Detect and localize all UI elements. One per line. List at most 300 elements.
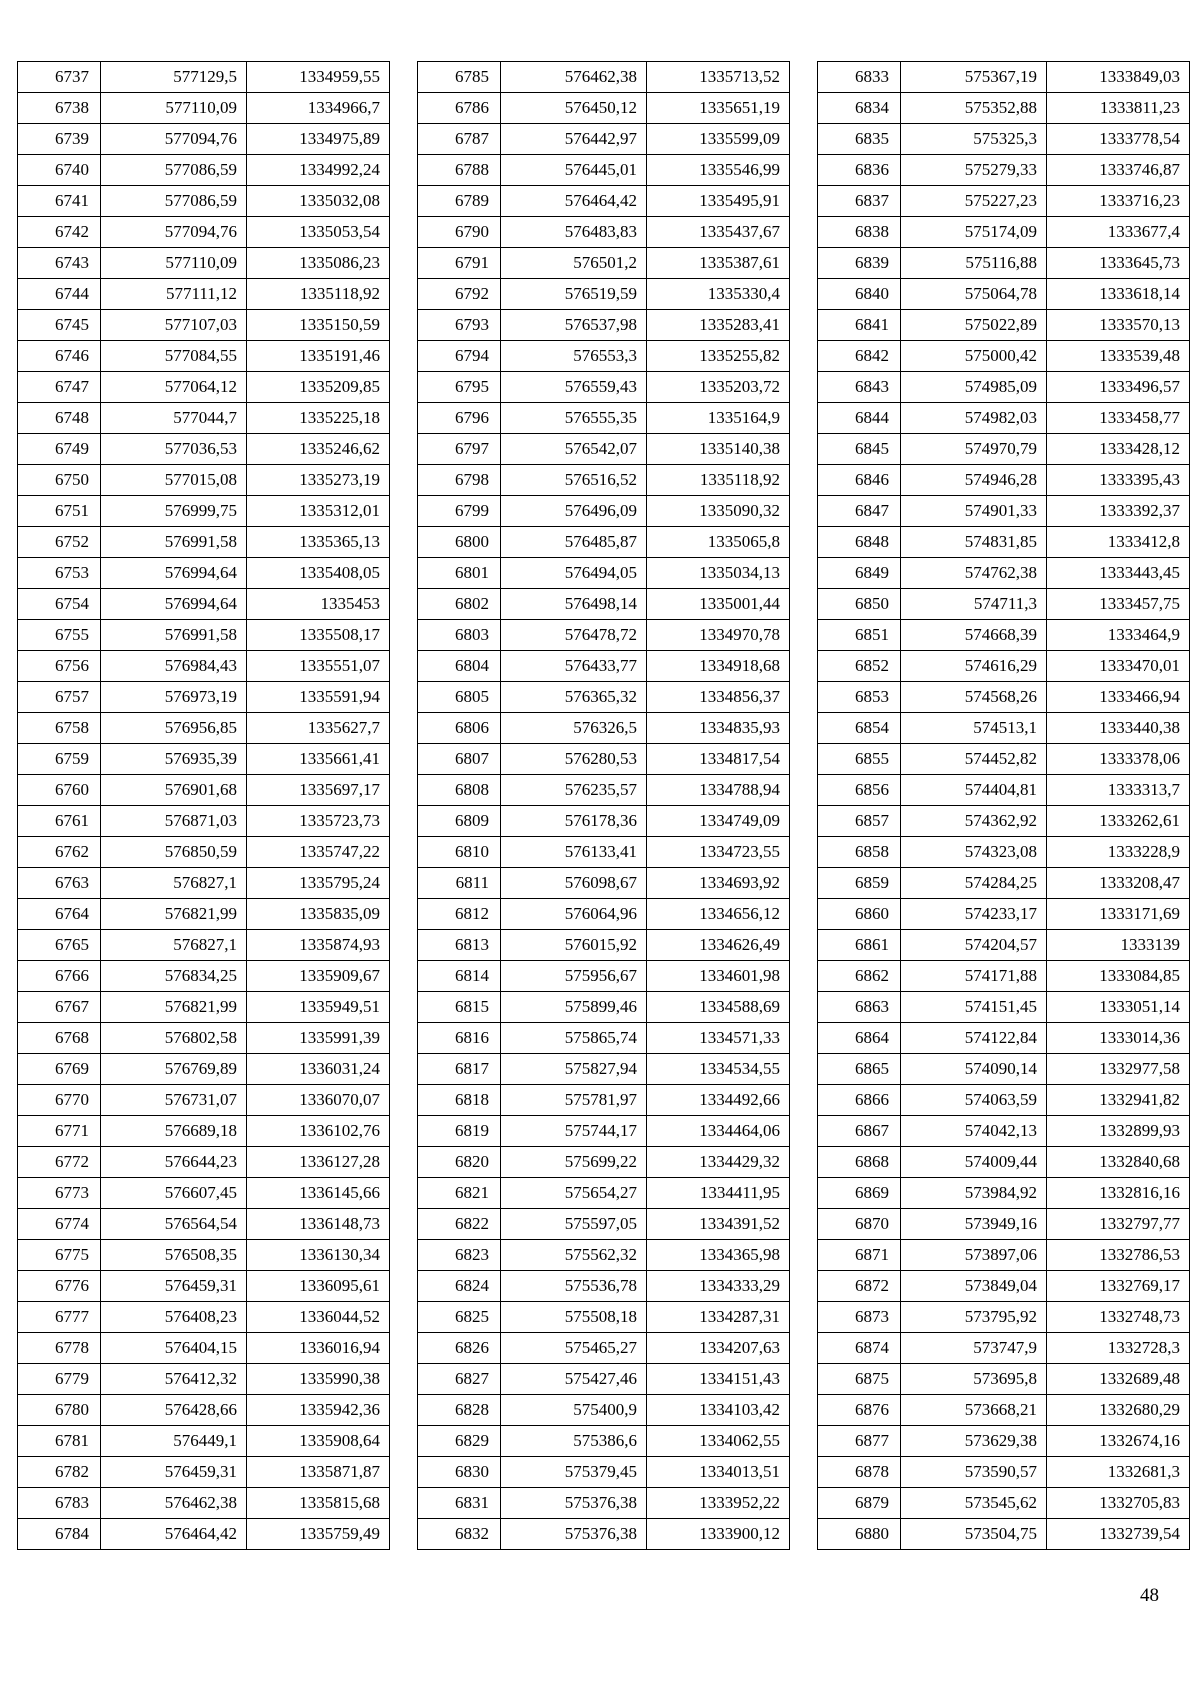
point-number-cell: 6742 bbox=[18, 217, 101, 248]
point-number-cell: 6864 bbox=[818, 1023, 901, 1054]
x-coordinate-cell: 575400,9 bbox=[501, 1395, 647, 1426]
table-row bbox=[418, 620, 790, 651]
x-coordinate-cell: 574090,14 bbox=[901, 1054, 1047, 1085]
y-coordinate-cell: 1335591,94 bbox=[247, 682, 390, 713]
y-coordinate-cell: 1333849,03 bbox=[1047, 62, 1190, 93]
table-row bbox=[818, 682, 1190, 713]
point-number-cell: 6810 bbox=[418, 837, 501, 868]
point-number-cell: 6835 bbox=[818, 124, 901, 155]
point-number-cell: 6770 bbox=[18, 1085, 101, 1116]
point-number-cell: 6842 bbox=[818, 341, 901, 372]
y-coordinate-cell: 1334571,33 bbox=[647, 1023, 790, 1054]
x-coordinate-cell: 574284,25 bbox=[901, 868, 1047, 899]
table-row bbox=[818, 589, 1190, 620]
point-number-cell: 6855 bbox=[818, 744, 901, 775]
table-row bbox=[18, 248, 390, 279]
point-number-cell: 6832 bbox=[418, 1519, 501, 1550]
point-number-cell: 6792 bbox=[418, 279, 501, 310]
x-coordinate-cell: 574616,29 bbox=[901, 651, 1047, 682]
x-coordinate-cell: 576478,72 bbox=[501, 620, 647, 651]
table-row bbox=[18, 1116, 390, 1147]
x-coordinate-cell: 574362,92 bbox=[901, 806, 1047, 837]
table-row bbox=[18, 775, 390, 806]
table-row bbox=[418, 868, 790, 899]
y-coordinate-cell: 1335273,19 bbox=[247, 465, 390, 496]
y-coordinate-cell: 1335034,13 bbox=[647, 558, 790, 589]
table-row bbox=[418, 682, 790, 713]
y-coordinate-cell: 1335001,44 bbox=[647, 589, 790, 620]
x-coordinate-cell: 576404,15 bbox=[101, 1333, 247, 1364]
y-coordinate-cell: 1335312,01 bbox=[247, 496, 390, 527]
x-coordinate-cell: 576935,39 bbox=[101, 744, 247, 775]
point-number-cell: 6872 bbox=[818, 1271, 901, 1302]
table-row bbox=[818, 1302, 1190, 1333]
x-coordinate-cell: 575279,33 bbox=[901, 155, 1047, 186]
y-coordinate-cell: 1334151,43 bbox=[647, 1364, 790, 1395]
table-row bbox=[818, 1240, 1190, 1271]
x-coordinate-cell: 576994,64 bbox=[101, 589, 247, 620]
point-number-cell: 6766 bbox=[18, 961, 101, 992]
point-number-cell: 6788 bbox=[418, 155, 501, 186]
table-row bbox=[418, 589, 790, 620]
table-row bbox=[418, 1054, 790, 1085]
x-coordinate-cell: 576834,25 bbox=[101, 961, 247, 992]
y-coordinate-cell: 1332681,3 bbox=[1047, 1457, 1190, 1488]
y-coordinate-cell: 1334975,89 bbox=[247, 124, 390, 155]
x-coordinate-cell: 573747,9 bbox=[901, 1333, 1047, 1364]
table-row bbox=[418, 1271, 790, 1302]
y-coordinate-cell: 1334656,12 bbox=[647, 899, 790, 930]
point-number-cell: 6765 bbox=[18, 930, 101, 961]
coordinate-table-3 bbox=[817, 61, 1190, 1550]
point-number-cell: 6807 bbox=[418, 744, 501, 775]
table-row bbox=[818, 1023, 1190, 1054]
table-row bbox=[418, 1302, 790, 1333]
point-number-cell: 6747 bbox=[18, 372, 101, 403]
x-coordinate-cell: 576956,85 bbox=[101, 713, 247, 744]
y-coordinate-cell: 1335747,22 bbox=[247, 837, 390, 868]
table-row bbox=[418, 1519, 790, 1550]
table-row bbox=[18, 620, 390, 651]
table-row bbox=[418, 93, 790, 124]
point-number-cell: 6837 bbox=[818, 186, 901, 217]
table-row bbox=[818, 186, 1190, 217]
x-coordinate-cell: 576235,57 bbox=[501, 775, 647, 806]
x-coordinate-cell: 576485,87 bbox=[501, 527, 647, 558]
point-number-cell: 6808 bbox=[418, 775, 501, 806]
y-coordinate-cell: 1332680,29 bbox=[1047, 1395, 1190, 1426]
y-coordinate-cell: 1335086,23 bbox=[247, 248, 390, 279]
y-coordinate-cell: 1335495,91 bbox=[647, 186, 790, 217]
y-coordinate-cell: 1333014,36 bbox=[1047, 1023, 1190, 1054]
table-row bbox=[818, 527, 1190, 558]
table-row bbox=[418, 248, 790, 279]
y-coordinate-cell: 1333496,57 bbox=[1047, 372, 1190, 403]
x-coordinate-cell: 576991,58 bbox=[101, 620, 247, 651]
point-number-cell: 6845 bbox=[818, 434, 901, 465]
x-coordinate-cell: 576542,07 bbox=[501, 434, 647, 465]
point-number-cell: 6772 bbox=[18, 1147, 101, 1178]
y-coordinate-cell: 1335713,52 bbox=[647, 62, 790, 93]
y-coordinate-cell: 1333228,9 bbox=[1047, 837, 1190, 868]
point-number-cell: 6878 bbox=[818, 1457, 901, 1488]
x-coordinate-cell: 574762,38 bbox=[901, 558, 1047, 589]
table-row bbox=[418, 186, 790, 217]
x-coordinate-cell: 574233,17 bbox=[901, 899, 1047, 930]
point-number-cell: 6794 bbox=[418, 341, 501, 372]
point-number-cell: 6739 bbox=[18, 124, 101, 155]
y-coordinate-cell: 1333570,13 bbox=[1047, 310, 1190, 341]
table-row bbox=[418, 496, 790, 527]
x-coordinate-cell: 575000,42 bbox=[901, 341, 1047, 372]
point-number-cell: 6812 bbox=[418, 899, 501, 930]
point-number-cell: 6843 bbox=[818, 372, 901, 403]
table-row bbox=[18, 465, 390, 496]
table-row bbox=[18, 806, 390, 837]
y-coordinate-cell: 1335661,41 bbox=[247, 744, 390, 775]
y-coordinate-cell: 1332941,82 bbox=[1047, 1085, 1190, 1116]
point-number-cell: 6813 bbox=[418, 930, 501, 961]
coordinate-table-2 bbox=[417, 61, 790, 1550]
x-coordinate-cell: 576689,18 bbox=[101, 1116, 247, 1147]
y-coordinate-cell: 1333778,54 bbox=[1047, 124, 1190, 155]
point-number-cell: 6800 bbox=[418, 527, 501, 558]
table-row bbox=[418, 775, 790, 806]
table-row bbox=[818, 1488, 1190, 1519]
point-number-cell: 6785 bbox=[418, 62, 501, 93]
y-coordinate-cell: 1334959,55 bbox=[247, 62, 390, 93]
table-row bbox=[418, 434, 790, 465]
x-coordinate-cell: 577110,09 bbox=[101, 93, 247, 124]
x-coordinate-cell: 576731,07 bbox=[101, 1085, 247, 1116]
table-row bbox=[18, 1395, 390, 1426]
y-coordinate-cell: 1334693,92 bbox=[647, 868, 790, 899]
point-number-cell: 6751 bbox=[18, 496, 101, 527]
point-number-cell: 6844 bbox=[818, 403, 901, 434]
x-coordinate-cell: 575064,78 bbox=[901, 279, 1047, 310]
y-coordinate-cell: 1335118,92 bbox=[647, 465, 790, 496]
table-row bbox=[18, 1023, 390, 1054]
point-number-cell: 6867 bbox=[818, 1116, 901, 1147]
table-row bbox=[18, 310, 390, 341]
x-coordinate-cell: 576644,23 bbox=[101, 1147, 247, 1178]
point-number-cell: 6768 bbox=[18, 1023, 101, 1054]
table-row bbox=[418, 341, 790, 372]
x-coordinate-cell: 576064,96 bbox=[501, 899, 647, 930]
x-coordinate-cell: 576442,97 bbox=[501, 124, 647, 155]
table-row bbox=[418, 837, 790, 868]
point-number-cell: 6749 bbox=[18, 434, 101, 465]
table-row bbox=[18, 682, 390, 713]
x-coordinate-cell: 577107,03 bbox=[101, 310, 247, 341]
table-row bbox=[418, 124, 790, 155]
point-number-cell: 6754 bbox=[18, 589, 101, 620]
table-row bbox=[418, 1147, 790, 1178]
point-number-cell: 6774 bbox=[18, 1209, 101, 1240]
x-coordinate-cell: 575744,17 bbox=[501, 1116, 647, 1147]
y-coordinate-cell: 1332977,58 bbox=[1047, 1054, 1190, 1085]
x-coordinate-cell: 577110,09 bbox=[101, 248, 247, 279]
table-row bbox=[418, 310, 790, 341]
point-number-cell: 6869 bbox=[818, 1178, 901, 1209]
point-number-cell: 6833 bbox=[818, 62, 901, 93]
point-number-cell: 6775 bbox=[18, 1240, 101, 1271]
x-coordinate-cell: 576994,64 bbox=[101, 558, 247, 589]
y-coordinate-cell: 1333677,4 bbox=[1047, 217, 1190, 248]
y-coordinate-cell: 1333440,38 bbox=[1047, 713, 1190, 744]
point-number-cell: 6811 bbox=[418, 868, 501, 899]
y-coordinate-cell: 1332816,16 bbox=[1047, 1178, 1190, 1209]
x-coordinate-cell: 575956,67 bbox=[501, 961, 647, 992]
x-coordinate-cell: 576464,42 bbox=[501, 186, 647, 217]
y-coordinate-cell: 1333051,14 bbox=[1047, 992, 1190, 1023]
table-row bbox=[418, 1457, 790, 1488]
point-number-cell: 6746 bbox=[18, 341, 101, 372]
point-number-cell: 6857 bbox=[818, 806, 901, 837]
table-row bbox=[818, 279, 1190, 310]
x-coordinate-cell: 575536,78 bbox=[501, 1271, 647, 1302]
y-coordinate-cell: 1334013,51 bbox=[647, 1457, 790, 1488]
y-coordinate-cell: 1333539,48 bbox=[1047, 341, 1190, 372]
x-coordinate-cell: 576462,38 bbox=[101, 1488, 247, 1519]
y-coordinate-cell: 1334970,78 bbox=[647, 620, 790, 651]
point-number-cell: 6865 bbox=[818, 1054, 901, 1085]
x-coordinate-cell: 577111,12 bbox=[101, 279, 247, 310]
y-coordinate-cell: 1334464,06 bbox=[647, 1116, 790, 1147]
table-row bbox=[18, 1302, 390, 1333]
x-coordinate-cell: 576133,41 bbox=[501, 837, 647, 868]
y-coordinate-cell: 1332748,73 bbox=[1047, 1302, 1190, 1333]
table-row bbox=[18, 837, 390, 868]
point-number-cell: 6856 bbox=[818, 775, 901, 806]
x-coordinate-cell: 575379,45 bbox=[501, 1457, 647, 1488]
point-number-cell: 6846 bbox=[818, 465, 901, 496]
point-number-cell: 6741 bbox=[18, 186, 101, 217]
point-number-cell: 6860 bbox=[818, 899, 901, 930]
y-coordinate-cell: 1333084,85 bbox=[1047, 961, 1190, 992]
y-coordinate-cell: 1336130,34 bbox=[247, 1240, 390, 1271]
point-number-cell: 6854 bbox=[818, 713, 901, 744]
y-coordinate-cell: 1335508,17 bbox=[247, 620, 390, 651]
x-coordinate-cell: 575367,19 bbox=[901, 62, 1047, 93]
table-row bbox=[818, 1116, 1190, 1147]
table-row bbox=[418, 217, 790, 248]
x-coordinate-cell: 576508,35 bbox=[101, 1240, 247, 1271]
y-coordinate-cell: 1333470,01 bbox=[1047, 651, 1190, 682]
table-row bbox=[818, 806, 1190, 837]
point-number-cell: 6769 bbox=[18, 1054, 101, 1085]
y-coordinate-cell: 1335835,09 bbox=[247, 899, 390, 930]
x-coordinate-cell: 576802,58 bbox=[101, 1023, 247, 1054]
x-coordinate-cell: 577086,59 bbox=[101, 186, 247, 217]
x-coordinate-cell: 577086,59 bbox=[101, 155, 247, 186]
table-row bbox=[818, 155, 1190, 186]
y-coordinate-cell: 1335546,99 bbox=[647, 155, 790, 186]
point-number-cell: 6763 bbox=[18, 868, 101, 899]
y-coordinate-cell: 1332689,48 bbox=[1047, 1364, 1190, 1395]
y-coordinate-cell: 1333443,45 bbox=[1047, 558, 1190, 589]
point-number-cell: 6789 bbox=[418, 186, 501, 217]
x-coordinate-cell: 576494,05 bbox=[501, 558, 647, 589]
table-row bbox=[18, 279, 390, 310]
y-coordinate-cell: 1334411,95 bbox=[647, 1178, 790, 1209]
table-row bbox=[18, 93, 390, 124]
x-coordinate-cell: 573795,92 bbox=[901, 1302, 1047, 1333]
point-number-cell: 6795 bbox=[418, 372, 501, 403]
point-number-cell: 6762 bbox=[18, 837, 101, 868]
table-row bbox=[818, 868, 1190, 899]
x-coordinate-cell: 576871,03 bbox=[101, 806, 247, 837]
y-coordinate-cell: 1335795,24 bbox=[247, 868, 390, 899]
x-coordinate-cell: 574042,13 bbox=[901, 1116, 1047, 1147]
y-coordinate-cell: 1334856,37 bbox=[647, 682, 790, 713]
point-number-cell: 6815 bbox=[418, 992, 501, 1023]
point-number-cell: 6791 bbox=[418, 248, 501, 279]
point-number-cell: 6771 bbox=[18, 1116, 101, 1147]
table-row bbox=[18, 434, 390, 465]
y-coordinate-cell: 1332769,17 bbox=[1047, 1271, 1190, 1302]
table-row bbox=[818, 1333, 1190, 1364]
point-number-cell: 6834 bbox=[818, 93, 901, 124]
y-coordinate-cell: 1335871,87 bbox=[247, 1457, 390, 1488]
table-row bbox=[818, 1209, 1190, 1240]
table-row bbox=[18, 1519, 390, 1550]
table-row bbox=[18, 961, 390, 992]
y-coordinate-cell: 1335330,4 bbox=[647, 279, 790, 310]
x-coordinate-cell: 575376,38 bbox=[501, 1488, 647, 1519]
point-number-cell: 6773 bbox=[18, 1178, 101, 1209]
table-row bbox=[418, 527, 790, 558]
y-coordinate-cell: 1333262,61 bbox=[1047, 806, 1190, 837]
table-row bbox=[818, 62, 1190, 93]
table-row bbox=[818, 248, 1190, 279]
x-coordinate-cell: 573897,06 bbox=[901, 1240, 1047, 1271]
table-row bbox=[418, 1426, 790, 1457]
x-coordinate-cell: 576501,2 bbox=[501, 248, 647, 279]
x-coordinate-cell: 574970,79 bbox=[901, 434, 1047, 465]
table-row bbox=[418, 403, 790, 434]
table-row bbox=[418, 1178, 790, 1209]
x-coordinate-cell: 574452,82 bbox=[901, 744, 1047, 775]
point-number-cell: 6840 bbox=[818, 279, 901, 310]
point-number-cell: 6797 bbox=[418, 434, 501, 465]
y-coordinate-cell: 1334817,54 bbox=[647, 744, 790, 775]
y-coordinate-cell: 1334992,24 bbox=[247, 155, 390, 186]
x-coordinate-cell: 575376,38 bbox=[501, 1519, 647, 1550]
table-row bbox=[18, 1488, 390, 1519]
x-coordinate-cell: 574151,45 bbox=[901, 992, 1047, 1023]
table-row bbox=[418, 930, 790, 961]
x-coordinate-cell: 576999,75 bbox=[101, 496, 247, 527]
point-number-cell: 6824 bbox=[418, 1271, 501, 1302]
point-number-cell: 6816 bbox=[418, 1023, 501, 1054]
point-number-cell: 6836 bbox=[818, 155, 901, 186]
table-row bbox=[18, 527, 390, 558]
table-row bbox=[18, 217, 390, 248]
y-coordinate-cell: 1335090,32 bbox=[647, 496, 790, 527]
table-row bbox=[18, 589, 390, 620]
table-row bbox=[418, 1209, 790, 1240]
x-coordinate-cell: 575899,46 bbox=[501, 992, 647, 1023]
x-coordinate-cell: 576769,89 bbox=[101, 1054, 247, 1085]
table-row bbox=[18, 744, 390, 775]
table-row bbox=[818, 217, 1190, 248]
y-coordinate-cell: 1333716,23 bbox=[1047, 186, 1190, 217]
table-row bbox=[18, 930, 390, 961]
x-coordinate-cell: 574513,1 bbox=[901, 713, 1047, 744]
x-coordinate-cell: 575508,18 bbox=[501, 1302, 647, 1333]
point-number-cell: 6829 bbox=[418, 1426, 501, 1457]
point-number-cell: 6737 bbox=[18, 62, 101, 93]
y-coordinate-cell: 1335453 bbox=[247, 589, 390, 620]
point-number-cell: 6756 bbox=[18, 651, 101, 682]
point-number-cell: 6848 bbox=[818, 527, 901, 558]
y-coordinate-cell: 1334365,98 bbox=[647, 1240, 790, 1271]
x-coordinate-cell: 576827,1 bbox=[101, 868, 247, 899]
x-coordinate-cell: 576015,92 bbox=[501, 930, 647, 961]
x-coordinate-cell: 573504,75 bbox=[901, 1519, 1047, 1550]
point-number-cell: 6868 bbox=[818, 1147, 901, 1178]
x-coordinate-cell: 576519,59 bbox=[501, 279, 647, 310]
x-coordinate-cell: 575699,22 bbox=[501, 1147, 647, 1178]
x-coordinate-cell: 575654,27 bbox=[501, 1178, 647, 1209]
y-coordinate-cell: 1335053,54 bbox=[247, 217, 390, 248]
point-number-cell: 6839 bbox=[818, 248, 901, 279]
x-coordinate-cell: 577094,76 bbox=[101, 217, 247, 248]
x-coordinate-cell: 575427,46 bbox=[501, 1364, 647, 1395]
x-coordinate-cell: 576498,14 bbox=[501, 589, 647, 620]
x-coordinate-cell: 573668,21 bbox=[901, 1395, 1047, 1426]
table-row bbox=[18, 403, 390, 434]
point-number-cell: 6850 bbox=[818, 589, 901, 620]
y-coordinate-cell: 1335651,19 bbox=[647, 93, 790, 124]
x-coordinate-cell: 573849,04 bbox=[901, 1271, 1047, 1302]
x-coordinate-cell: 575174,09 bbox=[901, 217, 1047, 248]
table-row bbox=[18, 496, 390, 527]
y-coordinate-cell: 1335759,49 bbox=[247, 1519, 390, 1550]
table-row bbox=[818, 1178, 1190, 1209]
x-coordinate-cell: 576821,99 bbox=[101, 899, 247, 930]
table-row bbox=[818, 434, 1190, 465]
point-number-cell: 6863 bbox=[818, 992, 901, 1023]
table-row bbox=[818, 651, 1190, 682]
y-coordinate-cell: 1335909,67 bbox=[247, 961, 390, 992]
table-row bbox=[818, 744, 1190, 775]
x-coordinate-cell: 575325,3 bbox=[901, 124, 1047, 155]
table-row bbox=[418, 465, 790, 496]
y-coordinate-cell: 1334207,63 bbox=[647, 1333, 790, 1364]
x-coordinate-cell: 576991,58 bbox=[101, 527, 247, 558]
table-row bbox=[418, 279, 790, 310]
y-coordinate-cell: 1333392,37 bbox=[1047, 496, 1190, 527]
x-coordinate-cell: 577094,76 bbox=[101, 124, 247, 155]
y-coordinate-cell: 1332674,16 bbox=[1047, 1426, 1190, 1457]
table-row bbox=[418, 1240, 790, 1271]
x-coordinate-cell: 574404,81 bbox=[901, 775, 1047, 806]
y-coordinate-cell: 1336148,73 bbox=[247, 1209, 390, 1240]
point-number-cell: 6818 bbox=[418, 1085, 501, 1116]
point-number-cell: 6764 bbox=[18, 899, 101, 930]
x-coordinate-cell: 576464,42 bbox=[101, 1519, 247, 1550]
y-coordinate-cell: 1335697,17 bbox=[247, 775, 390, 806]
x-coordinate-cell: 577084,55 bbox=[101, 341, 247, 372]
y-coordinate-cell: 1333464,9 bbox=[1047, 620, 1190, 651]
y-coordinate-cell: 1336145,66 bbox=[247, 1178, 390, 1209]
x-coordinate-cell: 576178,36 bbox=[501, 806, 647, 837]
x-coordinate-cell: 576459,31 bbox=[101, 1271, 247, 1302]
x-coordinate-cell: 574323,08 bbox=[901, 837, 1047, 868]
point-number-cell: 6745 bbox=[18, 310, 101, 341]
